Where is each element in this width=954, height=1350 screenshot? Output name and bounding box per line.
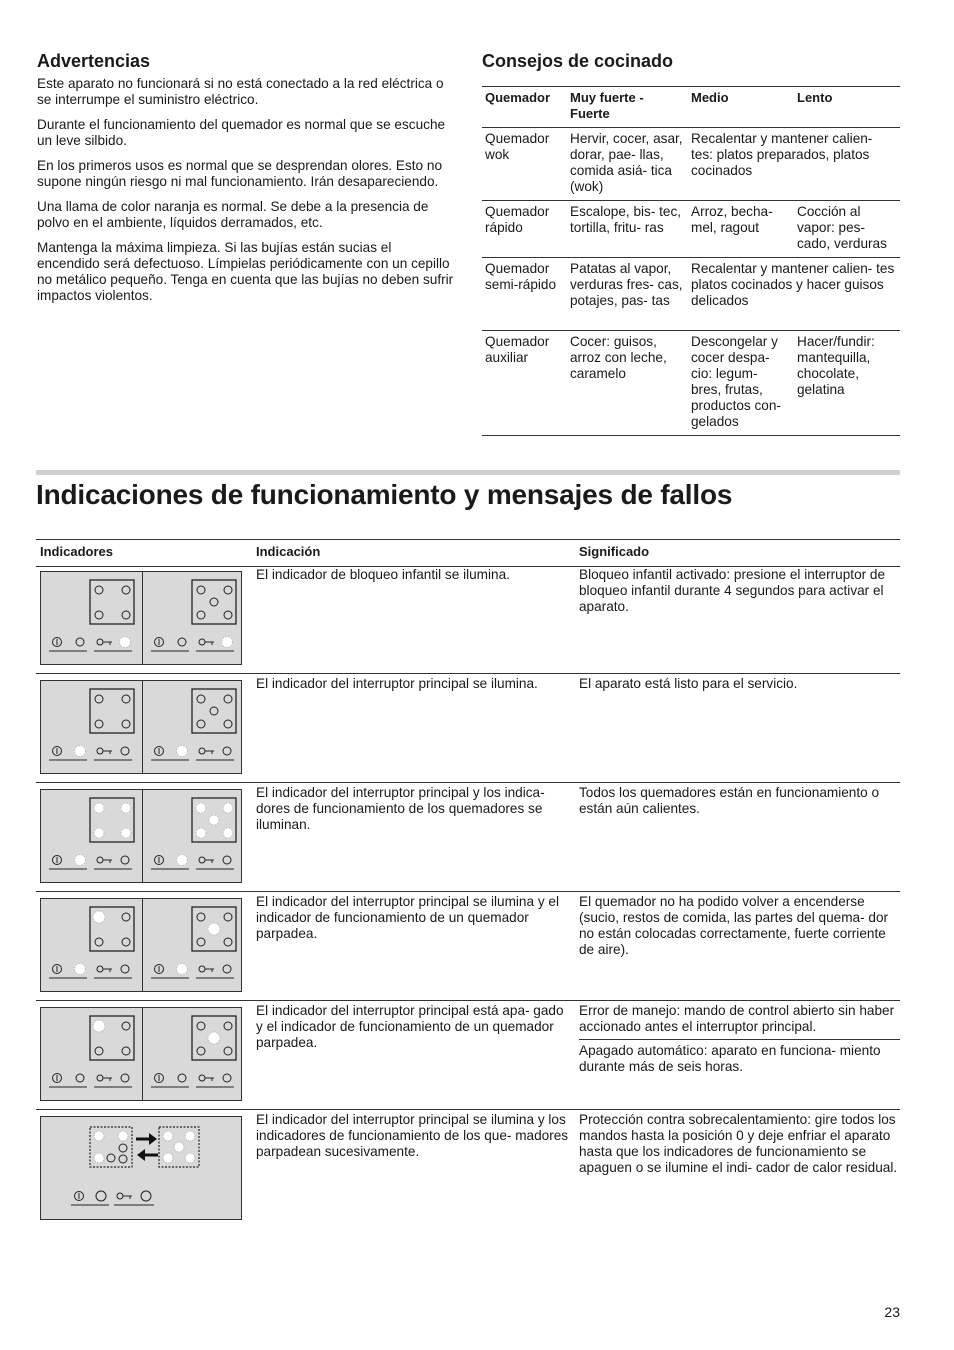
significado-text: El aparato está listo para el servicio. — [579, 676, 798, 691]
power-indicator-icon — [53, 638, 62, 647]
indicator-light-icon — [197, 913, 205, 921]
indicator-light-icon — [122, 695, 130, 703]
cell: Quemador semi-rápido — [485, 261, 557, 292]
hob-diagram — [41, 790, 142, 882]
significado-text: Apagado automático: aparato en funciona- miento durante más de seis horas. — [579, 1043, 881, 1074]
indicator-light-icon — [223, 1074, 231, 1082]
cell-divider — [579, 1039, 900, 1040]
blinking-light-icon — [94, 1153, 104, 1163]
hob-indicator-panel — [40, 789, 242, 883]
cell: Quemador auxiliar — [485, 334, 550, 365]
child-lock-key-icon — [199, 639, 214, 645]
header-cell: Quemador — [485, 90, 551, 105]
cell: Hacer/fundir: mantequilla, chocolate, gelatina — [797, 334, 875, 397]
indicacion-text: El indicador del interruptor principal está apa- gado y el indicador de funcionamiento de un quemador parpadea. — [256, 1003, 564, 1050]
hob-diagram — [142, 572, 244, 664]
indicacion-text: El indicador del interruptor principal se ilumina y los indicadores de funcionamiento de los que- madores parpadean sucesivamente. — [256, 1112, 569, 1159]
indicacion-text: El indicador del interruptor principal y los indica- dores de funcionamiento de los quemadores se iluminan. — [256, 785, 545, 832]
table-header-row — [482, 87, 900, 128]
power-indicator-icon — [155, 856, 164, 865]
table-row — [482, 331, 900, 436]
header-cell: Significado — [579, 544, 650, 559]
indicator-light-icon — [94, 803, 104, 813]
indicator-light-icon — [107, 1154, 115, 1162]
power-indicator-icon — [155, 965, 164, 974]
indicator-light-icon — [121, 828, 131, 838]
indicator-light-icon — [197, 586, 205, 594]
indicator-light-icon — [224, 586, 232, 594]
indicator-light-icon — [119, 1155, 127, 1163]
significado-text: Todos los quemadores están en funcionamiento o están aún calientes. — [579, 785, 880, 816]
indicator-light-icon — [222, 637, 233, 648]
indicator-light-icon — [224, 1022, 232, 1030]
blinking-light-icon — [174, 1142, 184, 1152]
blinking-light-icon — [163, 1131, 173, 1141]
cell: Hervir, cocer, asar, dorar, pae- llas, comida asiá- tica (wok) — [570, 131, 683, 194]
cell: Patatas al vapor, verduras fres- cas, potajes, pas- tas — [570, 261, 683, 308]
indicator-light-icon — [121, 1074, 129, 1082]
indicator-light-icon — [177, 746, 188, 757]
indicator-light-icon — [122, 586, 130, 594]
cell: Quemador wok — [485, 131, 550, 162]
significado-text: Bloqueo infantil activado: presione el interruptor de bloqueo infantil durante 4 segundos para activar el aparato. — [579, 567, 886, 614]
indicator-light-icon — [223, 856, 231, 864]
child-lock-key-icon — [117, 1193, 132, 1199]
indicator-light-icon — [76, 1074, 84, 1082]
paragraph: Mantenga la máxima limpieza. Si las bujías están sucias el encendido será defectuoso. Límpielas periódicamente con un cepillo no metálico pequeño. Tenga en cuenta que las bujías no deben sufrir impactos violentos. — [37, 240, 454, 303]
child-lock-key-icon — [199, 857, 214, 863]
indicator-light-icon — [224, 938, 232, 946]
hob-indicator-panel — [40, 680, 242, 774]
indicator-light-icon — [121, 856, 129, 864]
paragraph: Este aparato no funcionará si no está conectado a la red eléctrica o se interrumpe el suministro eléctrico. — [37, 76, 444, 107]
indicator-light-icon — [224, 720, 232, 728]
indicator-light-icon — [210, 598, 218, 606]
indicator-light-icon — [177, 964, 188, 975]
header-cell: Lento — [797, 90, 833, 105]
blinking-light-icon — [208, 1032, 220, 1044]
indicator-light-icon — [197, 938, 205, 946]
indicator-light-icon — [96, 1191, 106, 1201]
indicator-light-icon — [122, 1047, 130, 1055]
indicator-light-icon — [95, 1047, 103, 1055]
table-row — [482, 258, 900, 331]
indicator-light-icon — [122, 1022, 130, 1030]
indicacion-text: El indicador del interruptor principal se ilumina y el indicador de funcionamiento de un quemador parpadea. — [256, 894, 559, 941]
indicator-light-icon — [223, 828, 233, 838]
child-lock-key-icon — [199, 1075, 214, 1081]
table-row — [36, 1110, 900, 1222]
consejos-title: Consejos de cocinado — [482, 51, 674, 71]
blinking-light-icon — [93, 911, 105, 923]
indicator-light-icon — [121, 803, 131, 813]
power-indicator-icon — [155, 638, 164, 647]
cell: Cocer: guisos, arroz con leche, caramelo — [570, 334, 667, 381]
advertencias-text — [37, 76, 455, 313]
power-indicator-icon — [75, 1192, 84, 1201]
indicator-light-icon — [178, 1074, 186, 1082]
child-lock-key-icon — [97, 748, 112, 754]
child-lock-key-icon — [97, 639, 112, 645]
indicator-light-icon — [210, 707, 218, 715]
blinking-light-icon — [93, 1020, 105, 1032]
child-lock-key-icon — [97, 966, 112, 972]
power-indicator-icon — [53, 1074, 62, 1083]
indicator-light-icon — [95, 695, 103, 703]
indicator-light-icon — [197, 695, 205, 703]
child-lock-key-icon — [199, 748, 214, 754]
hob-indicator-panel — [40, 1007, 242, 1101]
cell: Descongelar y cocer despa- cio: legum- bres, frutas, productos con- gelados — [691, 334, 781, 429]
hob-indicator-panel — [40, 898, 242, 992]
header-cell: Medio — [691, 90, 729, 105]
indicator-light-icon — [196, 803, 206, 813]
advertencias-title: Advertencias — [37, 51, 151, 71]
significado-text: Error de manejo: mando de control abierto sin haber accionado antes el interruptor principal. — [579, 1003, 895, 1034]
blinking-light-icon — [208, 923, 220, 935]
cell: Recalentar y mantener calien- tes: platos preparados, platos cocinados — [691, 131, 873, 178]
cell: Escalope, bis- tec, tortilla, fritu- ras — [570, 204, 682, 235]
indicator-light-icon — [95, 611, 103, 619]
indicator-light-icon — [122, 938, 130, 946]
indicator-light-icon — [95, 720, 103, 728]
hob-indicator-panel — [40, 1116, 242, 1220]
indicator-light-icon — [121, 965, 129, 973]
power-indicator-icon — [53, 965, 62, 974]
hob-indicator-panel — [40, 571, 242, 665]
hob-diagram — [41, 1008, 142, 1100]
cooking-table — [482, 86, 900, 436]
section-divider — [36, 470, 900, 475]
indicator-light-icon — [122, 913, 130, 921]
indicator-light-icon — [122, 611, 130, 619]
indicator-light-icon — [224, 611, 232, 619]
paragraph: Una llama de color naranja es normal. Se debe a la presencia de polvo en el ambiente, líquidos derramados, etc. — [37, 199, 429, 230]
indicator-light-icon — [119, 1144, 127, 1152]
indicator-light-icon — [197, 1047, 205, 1055]
indicator-light-icon — [224, 1047, 232, 1055]
indicator-light-icon — [223, 803, 233, 813]
hob-diagram — [142, 899, 244, 991]
child-lock-key-icon — [199, 966, 214, 972]
hob-diagram — [41, 681, 142, 773]
indicator-light-icon — [177, 855, 188, 866]
table-row — [36, 892, 900, 1001]
hob-diagram — [41, 572, 142, 664]
table-row — [36, 566, 900, 674]
paragraph: En los primeros usos es normal que se desprendan olores. Esto no supone ningún riesgo ni mal funcionamiento. Irán desapareciendo. — [37, 158, 443, 189]
indicator-light-icon — [95, 586, 103, 594]
indicator-light-icon — [121, 747, 129, 755]
blinking-light-icon — [185, 1153, 195, 1163]
power-indicator-icon — [155, 1074, 164, 1083]
cycle-arrow-icon — [136, 1133, 158, 1161]
indicator-light-icon — [178, 638, 186, 646]
hob-diagram — [41, 899, 142, 991]
indicacion-text: El indicador de bloqueo infantil se ilumina. — [256, 567, 510, 582]
table-row — [36, 1001, 900, 1110]
indicator-light-icon — [197, 1022, 205, 1030]
header-cell: Muy fuerte - Fuerte — [570, 90, 644, 121]
hob-diagram — [142, 681, 244, 773]
indicacion-text: El indicador del interruptor principal se ilumina. — [256, 676, 538, 691]
cell: Recalentar y mantener calien- tes platos cocinados y hacer guisos delicados — [691, 261, 895, 308]
table-row — [36, 674, 900, 783]
blinking-light-icon — [118, 1131, 128, 1141]
indicator-light-icon — [209, 815, 219, 825]
header-cell: Indicación — [256, 544, 321, 559]
blinking-light-icon — [163, 1153, 173, 1163]
cell: Arroz, becha- mel, ragout — [691, 204, 773, 235]
indicator-light-icon — [196, 828, 206, 838]
indicator-light-icon — [224, 913, 232, 921]
blinking-light-icon — [185, 1131, 195, 1141]
indicator-light-icon — [75, 964, 86, 975]
power-indicator-icon — [53, 747, 62, 756]
indicator-light-icon — [197, 720, 205, 728]
hob-diagram — [142, 1008, 244, 1100]
cell: Cocción al vapor: pes- cado, verduras — [797, 204, 887, 251]
child-lock-key-icon — [97, 857, 112, 863]
indicator-light-icon — [75, 855, 86, 866]
hob-diagram — [41, 1117, 241, 1219]
table-row — [482, 128, 900, 201]
page-number: 23 — [884, 1304, 900, 1320]
indicator-light-icon — [141, 1191, 151, 1201]
indicator-light-icon — [120, 637, 131, 648]
indicator-light-icon — [224, 695, 232, 703]
indicator-light-icon — [94, 828, 104, 838]
cell: Quemador rápido — [485, 204, 550, 235]
indicator-light-icon — [75, 746, 86, 757]
power-indicator-icon — [155, 747, 164, 756]
significado-text: El quemador no ha podido volver a encenderse (sucio, restos de comida, las partes del quema- dor no están colocadas correctamente, fuerte corriente de aire). — [579, 894, 889, 957]
child-lock-key-icon — [97, 1075, 112, 1081]
indicator-light-icon — [95, 938, 103, 946]
paragraph: Durante el funcionamiento del quemador es normal que se escuche un leve silbido. — [37, 117, 446, 148]
indicator-light-icon — [76, 638, 84, 646]
power-indicator-icon — [53, 856, 62, 865]
indicator-light-icon — [197, 611, 205, 619]
indicator-light-icon — [223, 965, 231, 973]
table-row — [36, 783, 900, 892]
table-row — [482, 201, 900, 258]
blinking-light-icon — [94, 1131, 104, 1141]
page-title: Indicaciones de funcionamiento y mensajes de fallos — [36, 479, 733, 510]
header-cell: Indicadores — [40, 544, 113, 559]
hob-diagram — [142, 790, 244, 882]
indicator-light-icon — [223, 747, 231, 755]
significado-text: Protección contra sobrecalentamiento: gire todos los mandos hasta la posición 0 y deje enfriar el aparato hasta que los indicadores de funcionamiento se apaguen o se ilumine el indi- cador de calor residual. — [579, 1112, 898, 1175]
indicator-light-icon — [122, 720, 130, 728]
table-header-row — [36, 539, 900, 567]
